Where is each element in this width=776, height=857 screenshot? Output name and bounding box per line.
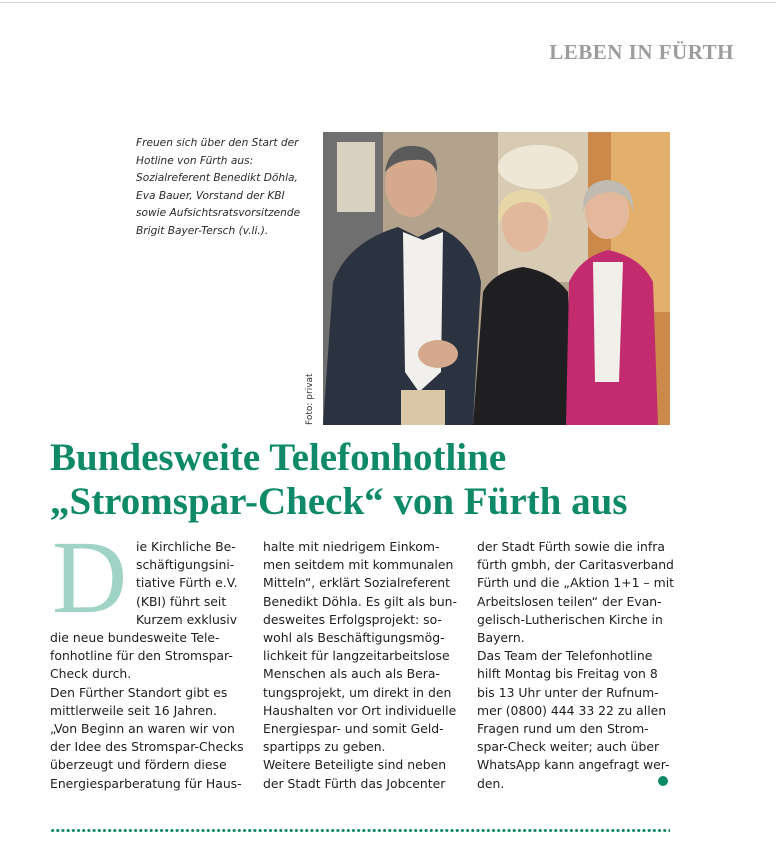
paragraph <box>477 647 670 793</box>
article-column-3 <box>477 538 674 793</box>
text-line: „Von Beginn an waren wir von <box>50 721 235 737</box>
text-line: lichkeit für langzeitarbeitslose <box>263 648 450 664</box>
text-line: Fürth und die „Aktion 1+1 – mit <box>477 575 674 591</box>
text-line: Weitere Beteiligte sind neben <box>263 757 447 773</box>
text-line: Den Fürther Standort gibt es <box>50 684 228 700</box>
text-line: gelisch-Lutherischen Kirche in <box>477 611 663 627</box>
photo-caption: Freuen sich über den Start der Hotline von Fürth aus: Sozialreferent Benedikt Döhla, Eva Bauer, Vorstand der KBI sowie Aufsichtsratsvorsitzende Brigit Bayer-Tersch (v.li.). <box>136 137 301 237</box>
text-line: Energiesparberatung für Haus- <box>50 775 242 791</box>
text-line: tungsprojekt, um direkt in den <box>263 684 452 700</box>
dropcap: D <box>52 520 128 635</box>
text-line: Check durch. <box>50 666 132 682</box>
text-line: men seitdem mit kommunalen <box>263 557 454 573</box>
text-line: Haushalten vor Ort individuelle <box>263 702 457 718</box>
text-line: der Stadt Fürth das Jobcenter <box>263 775 446 791</box>
text-line: Menschen als auch als Bera- <box>263 666 440 682</box>
text-line: Mitteln“, erklärt Sozialreferent <box>263 575 450 591</box>
text-line: überzeugt und fördern diese <box>50 757 227 773</box>
text-line: desweites Erfolgsprojekt: so- <box>263 611 442 627</box>
article-photo <box>323 132 670 425</box>
text-line: den. <box>477 775 505 791</box>
paragraph <box>477 538 674 647</box>
text-line: Bayern. <box>477 630 525 646</box>
text-line: fürth gmbh, der Caritasverband <box>477 557 674 573</box>
text-line: hilft Montag bis Freitag von 8 <box>477 666 658 682</box>
section-label: LEBEN IN FÜRTH <box>549 40 734 64</box>
text-line: bis 13 Uhr unter der Rufnum- <box>477 684 659 700</box>
text-line: tiative Fürth e.V. <box>136 575 238 591</box>
article-column-2 <box>263 538 456 793</box>
text-line: schäftigungsini- <box>136 557 235 573</box>
headline-line-2: „Stromspar-Check“ von Fürth aus <box>50 480 628 523</box>
text-line: die neue bundesweite Tele- <box>50 630 220 646</box>
text-line: mittlerweile seit 16 Jahren. <box>50 702 217 718</box>
text-line: der Stadt Fürth sowie die infra <box>477 539 665 554</box>
text-line: Das Team der Telefonhotline <box>477 648 653 664</box>
top-rule <box>0 2 776 3</box>
paragraph <box>263 538 456 756</box>
text-line: wohl als Beschäftigungsmög- <box>263 630 445 646</box>
text-line: der Idee des Stromspar-Checks <box>50 739 244 755</box>
end-mark-icon <box>658 776 668 786</box>
paragraph <box>263 756 456 792</box>
paragraph <box>50 684 243 793</box>
photo-credit: Foto: privat <box>305 373 315 425</box>
text-line: Energiespar- und somit Geld- <box>263 721 444 737</box>
text-line: Fragen rund um den Strom- <box>477 721 649 737</box>
text-line: spartipps zu geben. <box>263 739 386 755</box>
headline <box>50 436 750 524</box>
text-line: fonhotline für den Stromspar- <box>50 648 233 664</box>
text-line: spar-Check weiter; auch über <box>477 739 660 755</box>
text-line: Kurzem exklusiv <box>136 611 238 627</box>
article-column-1 <box>50 538 243 793</box>
text-line: ie Kirchliche Be- <box>136 539 236 554</box>
text-line: mer (0800) 444 33 22 zu allen <box>477 702 667 718</box>
dotted-divider <box>50 828 670 833</box>
headline-line-1: Bundesweite Telefonhotline <box>50 436 507 479</box>
text-line: (KBI) führt seit <box>136 593 227 609</box>
text-line: WhatsApp kann angefragt wer- <box>477 757 670 773</box>
text-line: Arbeitslosen teilen“ der Evan- <box>477 593 662 609</box>
text-line: Benedikt Döhla. Es gilt als bun- <box>263 593 458 609</box>
text-line: halte mit niedrigem Einkom- <box>263 539 440 554</box>
paragraph <box>50 538 243 684</box>
